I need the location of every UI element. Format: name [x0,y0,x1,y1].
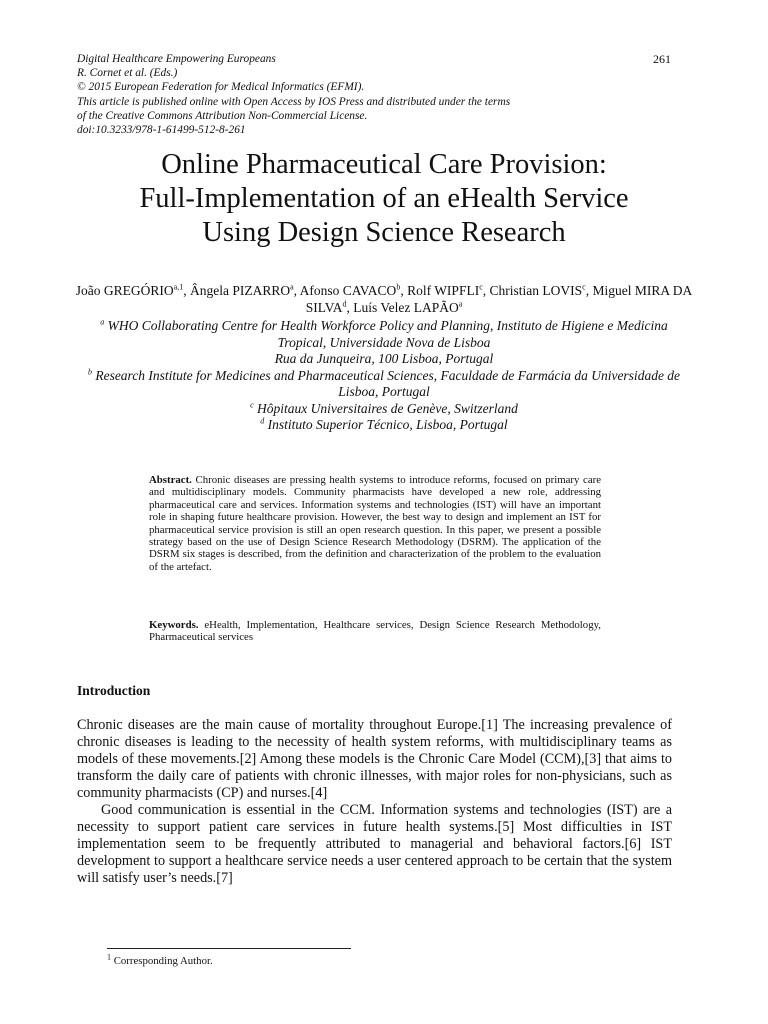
author-list [70,283,698,316]
header-line: R. Cornet et al. (Eds.) [77,67,178,80]
running-header [77,52,677,137]
footnote-text: Corresponding Author. [113,955,213,967]
section-heading: Introduction [77,683,151,698]
affiliation-a [80,318,688,351]
author-name: , Christian LOVIS [482,283,583,298]
abstract-label: Abstract. [149,474,192,486]
keywords-label: Keywords. [149,619,199,631]
header-line: Digital Healthcare Empowering Europeans [77,53,276,65]
footnote [107,952,213,967]
author-sup: a [290,282,294,292]
author-sup: b [396,282,401,292]
header-line: © 2015 European Federation for Medical Informatics (EFMI). [77,81,365,94]
author-name: , Afonso CAVACO [293,283,397,298]
affiliations [80,318,688,434]
author-name: , Luís Velez LAPÃO [346,299,459,315]
abstract [149,474,601,573]
author-sup: a,1 [173,282,184,292]
affil-mark: d [260,416,265,426]
abstract-text: Chronic diseases are pressing health systems to introduce reforms, focused on primary care and multidisciplinary models. Community pharmacists have developed a new role, addressing pharmaceutical care and services. Information systems and technologies (IST) will have an important role in shaping future healthcare provision. However, the best way to design and implement an IST for pharmaceutical service provision is still an open research question. In this paper, we present a possible strategy based on the use of Design Science Research Methodology (DSRM). The application of the DSRM six stages is described, from the definition and characterization of the problem to the evaluation of the artefact. [149,474,602,573]
title-line: Using Design Science Research [202,217,566,248]
title-line: Full-Implementation of an eHealth Service [139,183,629,214]
author-name: , Rolf WIPFLI [400,283,480,298]
affil-mark: b [87,367,92,376]
page-number: 261 [653,52,671,66]
keywords [149,619,601,644]
author-name: , Ângela PIZARRO [183,283,291,298]
author-sup: d [342,299,347,308]
author-name: João GREGÓRIO [75,283,174,298]
affiliation-c [80,401,688,418]
paper-title [60,148,708,250]
intro-body [77,717,672,887]
author-name: , Miguel MIRA DA SILVA [305,283,693,315]
affiliation-a-address: Rua da Junqueira, 100 Lisboa, Portugal [274,351,494,366]
author-sup: a [458,299,463,308]
affiliation-d [80,417,688,434]
intro-paragraph: Good communication is essential in the CCM. Information systems and technologies (IST) are a necessity to support patient care services in future health systems.[5] Most difficulties in IST implementation seem to be frequently attributed to managerial and behavioral factors.[6] IST development to support a healthcare service needs a user centered approach to be certain that the system will satisfy user’s needs.[7] [77,802,672,886]
author-sup: c [582,282,586,292]
affiliation-b [80,368,688,401]
footnote-mark: 1 [107,952,111,962]
affil-text: WHO Collaborating Centre for Health Workforce Policy and Planning, Instituto de Higiene e Medicina Tropical, Universidade Nova de Lisboa [107,318,668,350]
header-line: of the Creative Commons Attribution Non-Commercial License. [77,109,368,122]
affil-text: Hôpitaux Universitaires de Genève, Switzerland [257,400,518,416]
footnote-rule [107,948,351,949]
affil-text: Instituto Superior Técnico, Lisboa, Portugal [267,417,508,432]
keywords-text: eHealth, Implementation, Healthcare services, Design Science Research Methodology, Pharmaceutical services [149,619,601,644]
author-sup: c [479,282,483,292]
affil-text: Research Institute for Medicines and Pharmaceutical Sciences, Faculdade de Farmácia da Universidade de Lisboa, Portugal [95,367,681,399]
header-line: This article is published online with Open Access by IOS Press and distributed under the terms [77,95,511,108]
affil-mark: c [250,400,254,409]
intro-paragraph: Chronic diseases are the main cause of mortality throughout Europe.[1] The increasing prevalence of chronic diseases is leading to the necessity of health system reforms, with multidisciplinary teams as models of these movements.[2] Among these models is the Chronic Care Model (CCM),[3] that aims to transform the daily care of patients with chronic illnesses, with major roles for non-physicians, such as community pharmacists (CP) and nurses.[4] [77,717,672,801]
title-line: Online Pharmaceutical Care Provision: [161,149,607,180]
doi-line: doi:10.3233/978-1-61499-512-8-261 [77,124,246,137]
affil-mark: a [100,317,105,327]
